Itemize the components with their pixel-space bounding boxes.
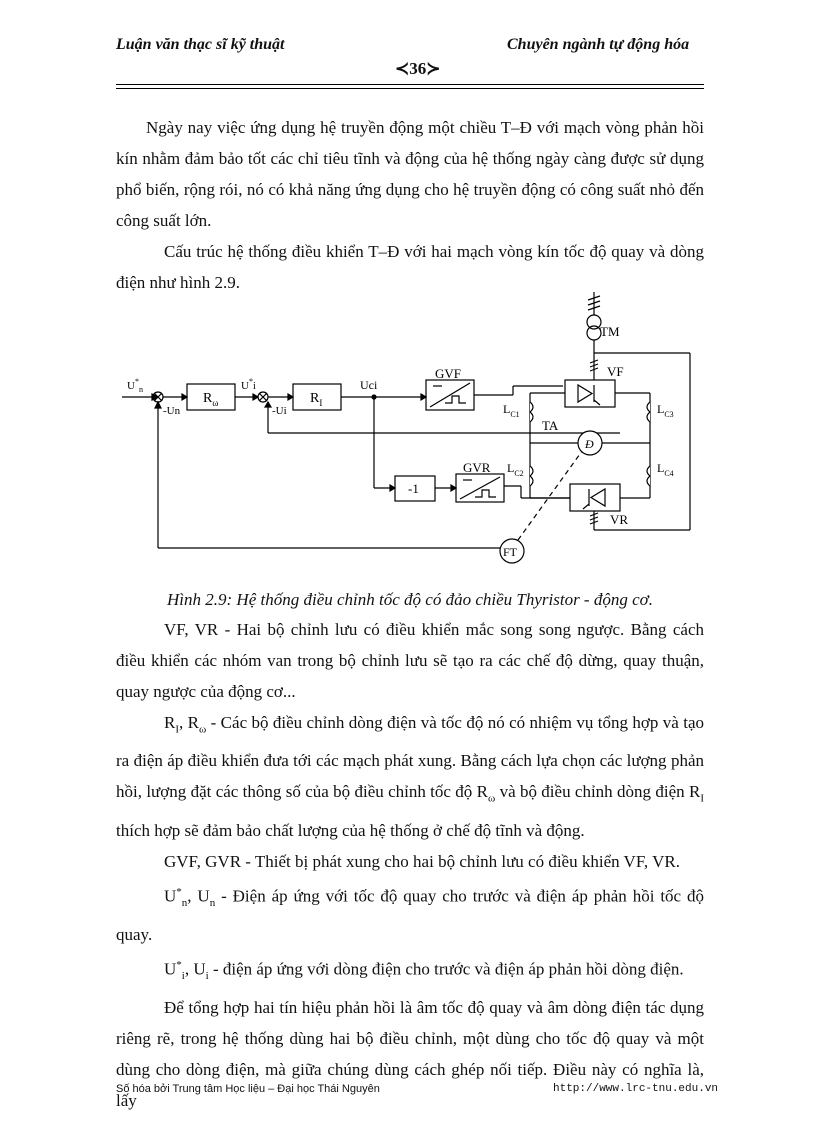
label-tm: TM <box>600 324 620 339</box>
label-gvr: GVR <box>463 460 491 475</box>
paragraph-synthesis: Để tổng hợp hai tín hiệu phản hồi là âm tốc độ quay và âm dòng điện tác dụng riêng rẽ, trong hệ thống dùng hai bộ điều chỉnh, một dùng cho tốc độ quay và một dùng cho dòng điện, mà giữa chúng dùng cách ghép nối tiếp. Điều này có nghĩa là, lấy <box>116 997 704 1110</box>
label-lc2: $L_{C2}$ <box>507 461 524 478</box>
label-un-star: $U^*_n$ <box>127 377 143 394</box>
label-ta: TA <box>542 418 559 433</box>
paragraph-un: $U^*_n$, $U_n$ - Điện áp ứng với tốc độ quay cho trước và điện áp phản hồi tốc độ quay. <box>116 885 704 944</box>
figure-caption: Hình 2.9: Hệ thống điều chỉnh tốc độ có đảo chiều Thyristor - động cơ. <box>167 590 653 609</box>
header-thesis-title: Luận văn thạc sĩ kỹ thuật <box>116 36 285 53</box>
header-major: Chuyên ngành tự động hóa <box>507 36 690 53</box>
label-minus-ui: -Ui <box>272 405 287 417</box>
label-lc4: $L_{C4}$ <box>657 461 674 478</box>
label-ft: FT <box>503 545 518 559</box>
label-lc1: $L_{C1}$ <box>503 402 520 419</box>
footer-source: Số hóa bởi Trung tâm Học liệu – Đại học Thái Nguyên <box>116 1083 380 1095</box>
paragraph-vf-vr: VF, VR - Hai bộ chỉnh lưu có điều khiển mắc song song ngược. Bằng cách điều khiển các nhóm van trong bộ chỉnh lưu sẽ tạo ra các chế độ dừng, quay thuận, quay ngược của động cơ... <box>116 620 704 701</box>
page-number: ≺36≻ <box>395 59 441 78</box>
label-gvf: GVF <box>435 366 462 381</box>
label-lc3: $L_{C3}$ <box>657 402 674 419</box>
definitions-section <box>116 614 704 1116</box>
label-motor: Đ <box>585 437 594 451</box>
paragraph-gvf-gvr: GVF, GVR - Thiết bị phát xung cho hai bộ chỉnh lưu có điều khiển VF, VR. <box>164 851 680 871</box>
footer-url[interactable]: http://www.lrc-tnu.edu.vn <box>553 1083 719 1095</box>
paragraph-intro: Ngày nay việc ứng dụng hệ truyền động một chiều T–Đ với mạch vòng phản hồi kín nhằm đảm bảo tốt các chỉ tiêu tĩnh và động của hệ thống ngày càng được sử dụng phổ biến, rộng rói, nó có khả năng ứng dụng cho hệ truyền động có công suất nhỏ đến công suất lớn. <box>116 118 704 230</box>
label-vf: VF <box>607 364 624 379</box>
label-vr: VR <box>610 512 629 527</box>
label-ui-star: U*i <box>241 377 256 392</box>
paragraph-ui: $U^*_i$, $U_i$ - điện áp ứng với dòng điện cho trước và điện áp phản hồi dòng điện. <box>164 958 684 982</box>
label-r-i: $R_I$ <box>310 391 323 408</box>
paragraph-structure: Cấu trúc hệ thống điều khiển T–Đ với hai mạch vòng kín tốc độ quay và dòng điện như hình 2.9. <box>116 242 704 292</box>
label-r-omega: $R_\omega$ <box>203 391 219 408</box>
label-minus-one: -1 <box>408 481 419 496</box>
label-minus-un: -Un <box>163 405 181 417</box>
paragraph-regulators: $R_I$, $R_\omega$ - Các bộ điều chỉnh dòng điện và tốc độ nó có nhiệm vụ tổng hợp và tạo ra điện áp điều khiển đưa tới các mạch phát xung. Bằng cách lựa chọn các lượng phản hồi, lượng đặt các thông số của bộ điều chỉnh tốc độ $R_\omega$ và bộ điều chỉnh dòng điện $R_I$ thích hợp sẽ đảm bảo chất lượng của hệ thống ở chế độ tĩnh và động. <box>116 713 704 840</box>
label-uci: Uci <box>360 378 378 392</box>
